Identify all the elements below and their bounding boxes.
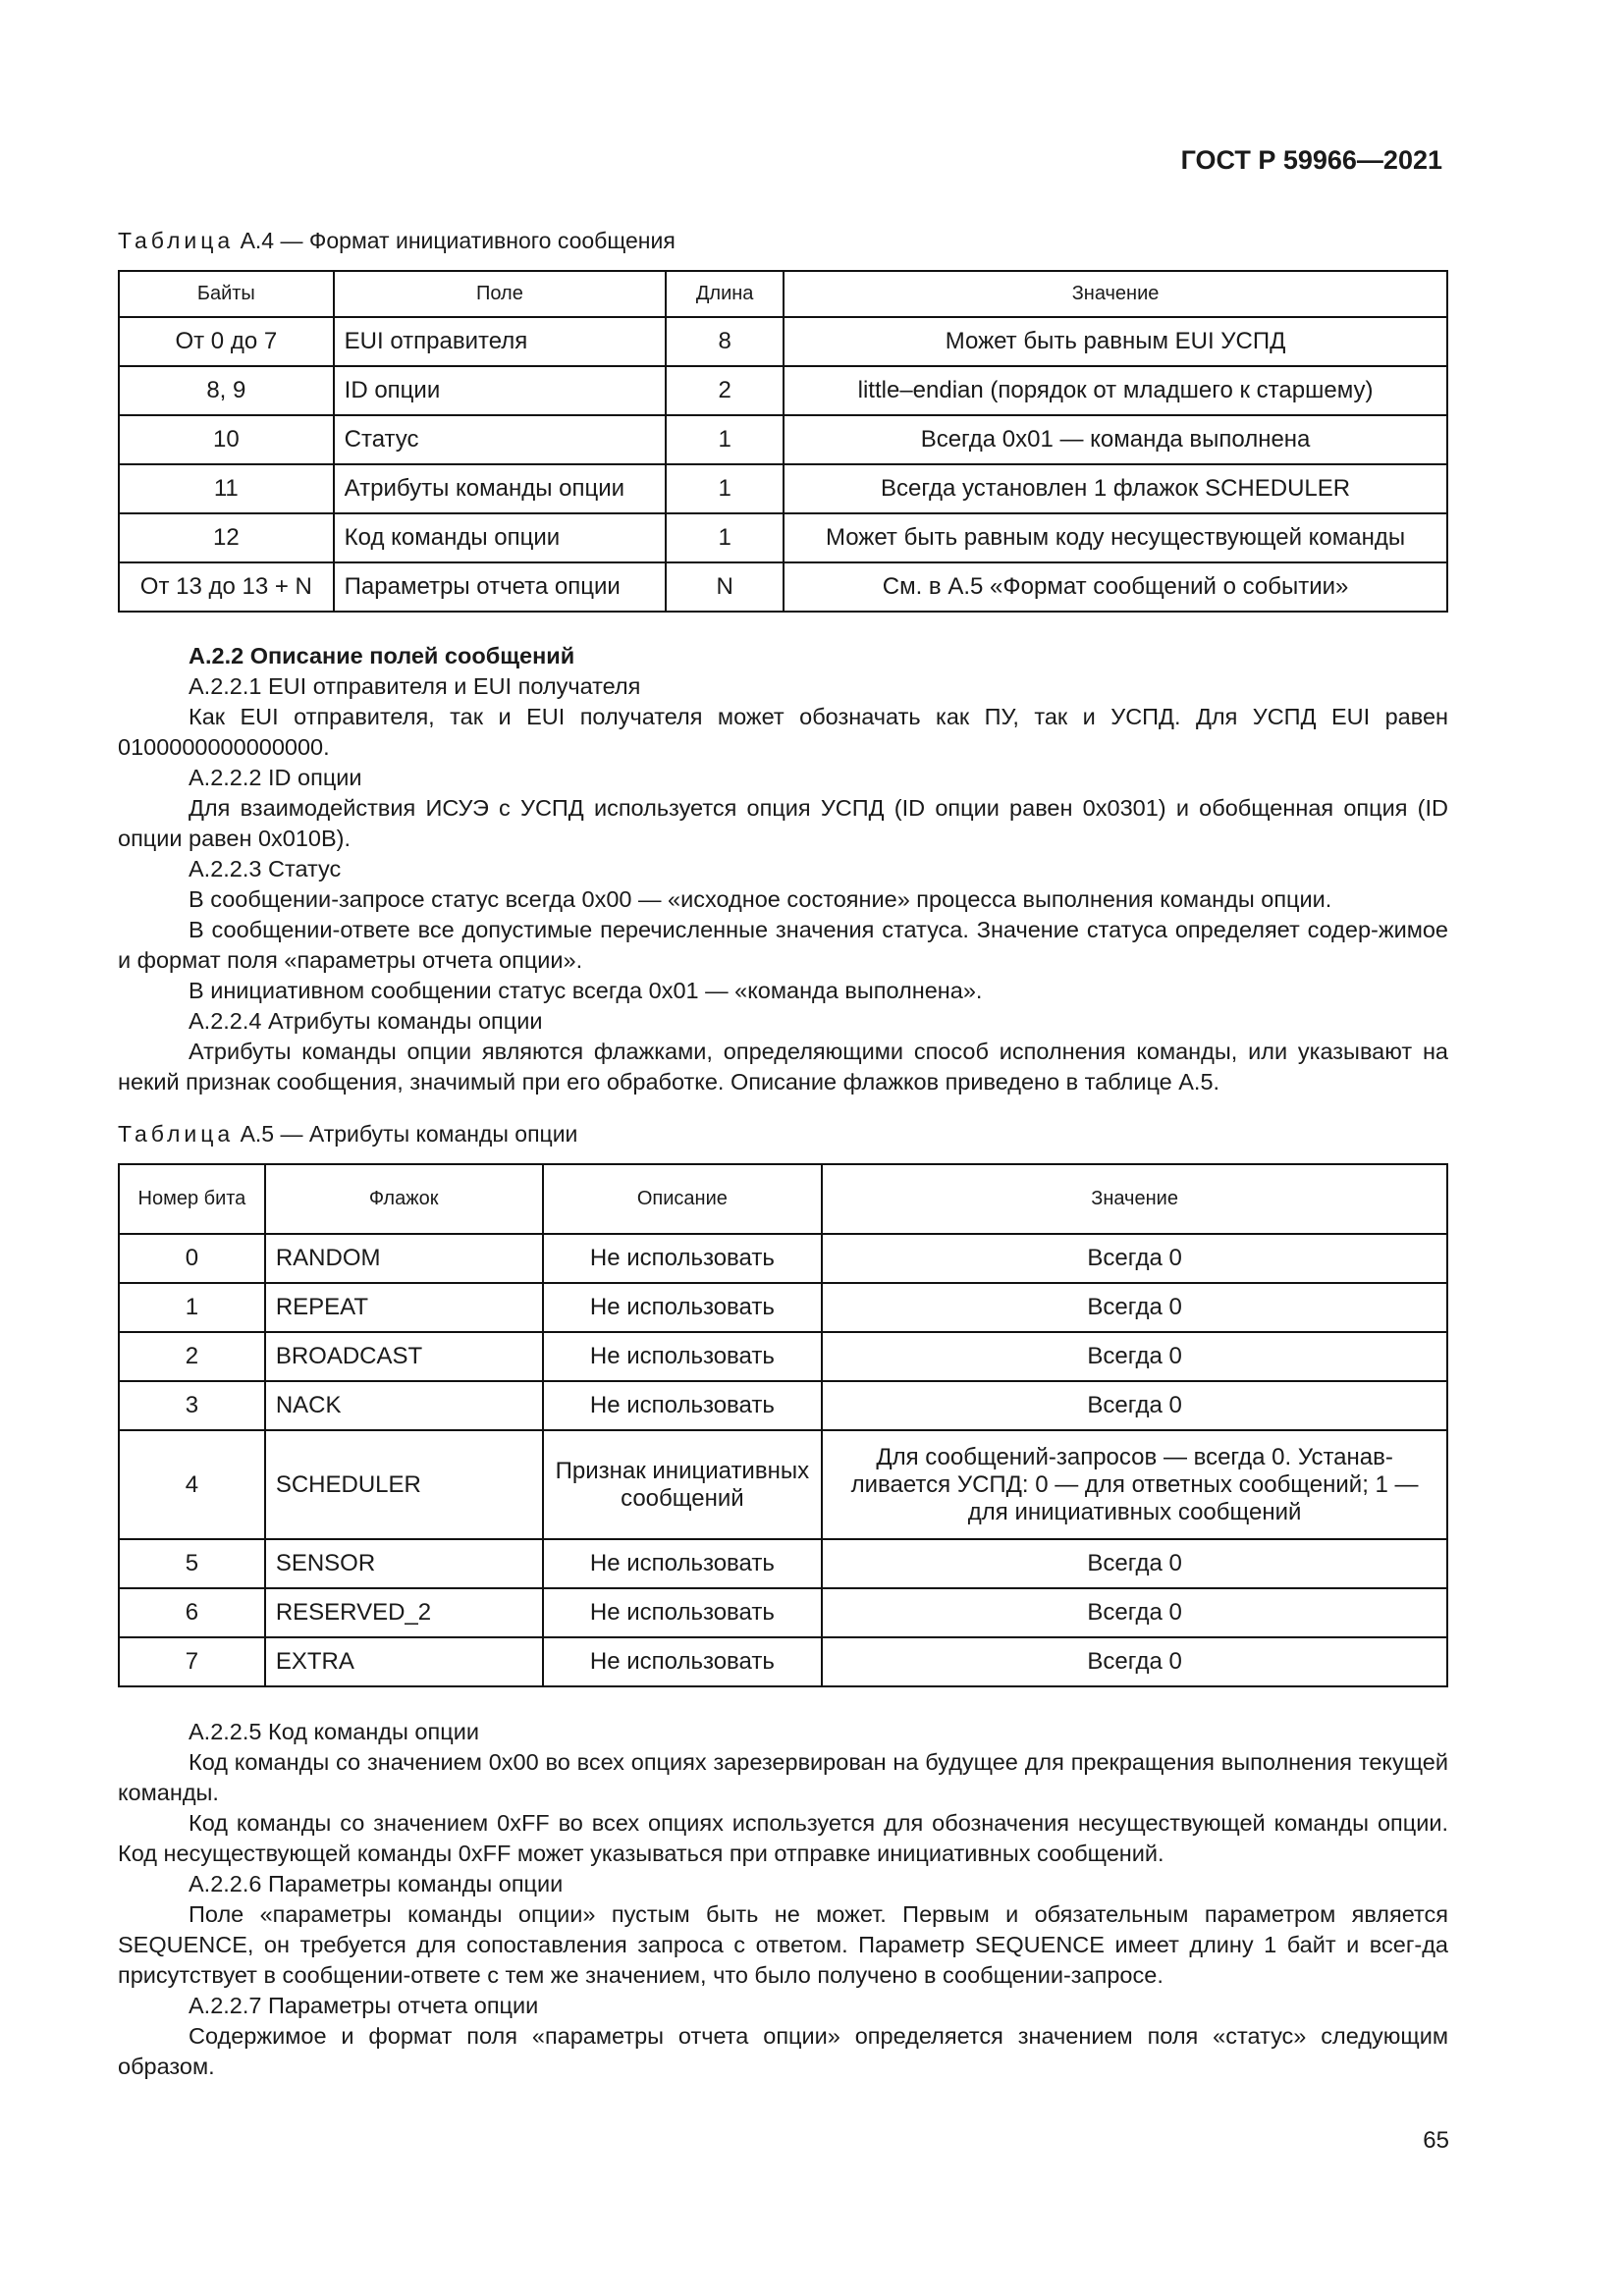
table-cell: Параметры отчета опции [334, 562, 667, 612]
paragraph: А.2.2.7 Параметры отчета опции [189, 1993, 539, 2018]
paragraph: В инициативном сообщении статус всегда 0х01 — «команда выполнена». [189, 978, 983, 1003]
paragraph: В сообщении-запросе статус всегда 0х00 — «исходное состояние» процесса выполнения команды опции. [189, 886, 1332, 912]
table-cell: Не использовать [543, 1234, 823, 1283]
table-cell: Всегда установлен 1 флажок SCHEDULER [784, 464, 1447, 513]
table-cell: N [666, 562, 784, 612]
table-cell: Не использовать [543, 1381, 823, 1430]
table-cell: 11 [119, 464, 334, 513]
table-row [119, 1430, 1447, 1539]
paragraph: А.2.2.6 Параметры команды опции [189, 1871, 564, 1896]
table-cell: RESERVED_2 [265, 1588, 543, 1637]
paragraph: А.2.2 Описание полей сообщений [189, 643, 575, 668]
section-a2-2-5-text [118, 1717, 1448, 2082]
paragraph: А.2.2.4 Атрибуты команды опции [189, 1008, 543, 1034]
table-row [119, 562, 1447, 612]
column-header: Длина [666, 271, 784, 317]
table-cell: 8, 9 [119, 366, 334, 415]
table-cell: Код команды опции [334, 513, 667, 562]
paragraph: А.2.2.5 Код команды опции [189, 1719, 479, 1744]
column-header: Значение [784, 271, 1447, 317]
table-cell: ID опции [334, 366, 667, 415]
table-row [119, 1381, 1447, 1430]
table-cell: 3 [119, 1381, 265, 1430]
table-cell: SENSOR [265, 1539, 543, 1588]
table-cell: RANDOM [265, 1234, 543, 1283]
table-cell: 10 [119, 415, 334, 464]
paragraph: В сообщении-ответе все допустимые перечисленные значения статуса. Значение статуса определяет содер-жимое и формат поля «параметры отчета опции». [118, 917, 1448, 973]
table-cell: little–endian (порядок от младшего к старшему) [784, 366, 1447, 415]
table-a5-header-row [119, 1164, 1447, 1234]
table-a4-caption [118, 228, 676, 254]
table-cell: 12 [119, 513, 334, 562]
table-cell: 8 [666, 317, 784, 366]
table-cell: Для сообщений-запросов — всегда 0. Устанав-ливается УСПД: 0 — для ответных сообщений; 1 — для инициативных сообщений [822, 1430, 1447, 1539]
table-a4-header-row [119, 271, 1447, 317]
table-cell: От 13 до 13 + N [119, 562, 334, 612]
table-cell: Всегда 0 [822, 1381, 1447, 1430]
table-a5-caption-word: Таблица [118, 1121, 235, 1147]
table-cell: Всегда 0 [822, 1637, 1447, 1686]
paragraph: А.2.2.2 ID опции [189, 765, 362, 790]
paragraph: Атрибуты команды опции являются флажками, определяющими способ исполнения команды, или указывают на некий признак сообщения, значимый при его обработке. Описание флажков приведено в таблице А.5. [118, 1039, 1448, 1095]
table-cell: SCHEDULER [265, 1430, 543, 1539]
table-cell: Не использовать [543, 1539, 823, 1588]
table-cell: Всегда 0 [822, 1332, 1447, 1381]
table-cell: 2 [666, 366, 784, 415]
table-row [119, 1637, 1447, 1686]
table-cell: Не использовать [543, 1332, 823, 1381]
column-header: Байты [119, 271, 334, 317]
paragraph: Код команды со значением 0х00 во всех опциях зарезервирован на будущее для прекращения выполнения текущей команды. [118, 1749, 1448, 1805]
table-cell: BROADCAST [265, 1332, 543, 1381]
table-row [119, 464, 1447, 513]
table-cell: 6 [119, 1588, 265, 1637]
table-row [119, 1588, 1447, 1637]
paragraph: Для взаимодействия ИСУЭ с УСПД используется опция УСПД (ID опции равен 0х0301) и обобщенная опция (ID опции равен 0х010В). [118, 795, 1448, 851]
paragraph: Код команды со значением 0хFF во всех опциях используется для обозначения несуществующей команды опции. Код несуществующей команды 0хFF может указываться при отправке инициативных сообщений. [118, 1810, 1448, 1866]
table-row [119, 317, 1447, 366]
table-a5-caption [118, 1121, 577, 1148]
table-cell: Всегда 0 [822, 1588, 1447, 1637]
table-a4-caption-title: А.4 — Формат инициативного сообщения [234, 228, 676, 253]
table-cell: 1 [666, 415, 784, 464]
table-cell: 2 [119, 1332, 265, 1381]
table-cell: 0 [119, 1234, 265, 1283]
table-row [119, 415, 1447, 464]
table-cell: 5 [119, 1539, 265, 1588]
table-row [119, 1234, 1447, 1283]
column-header: Флажок [265, 1164, 543, 1234]
table-cell: См. в А.5 «Формат сообщений о событии» [784, 562, 1447, 612]
column-header: Номер бита [119, 1164, 265, 1234]
table-cell: Атрибуты команды опции [334, 464, 667, 513]
table-row [119, 513, 1447, 562]
table-cell: 4 [119, 1430, 265, 1539]
table-cell: REPEAT [265, 1283, 543, 1332]
table-cell: 1 [666, 464, 784, 513]
table-cell: Всегда 0 [822, 1234, 1447, 1283]
table-cell: Всегда 0 [822, 1283, 1447, 1332]
table-cell: 7 [119, 1637, 265, 1686]
table-cell: Не использовать [543, 1637, 823, 1686]
table-a5-caption-title: А.5 — Атрибуты команды опции [234, 1121, 578, 1147]
column-header: Поле [334, 271, 667, 317]
page-number: 65 [1423, 2127, 1449, 2154]
column-header: Описание [543, 1164, 823, 1234]
section-a2-2-text [118, 641, 1448, 1097]
paragraph: А.2.2.1 EUI отправителя и EUI получателя [189, 673, 641, 699]
table-a4 [118, 270, 1448, 613]
column-header: Значение [822, 1164, 1447, 1234]
table-a5 [118, 1163, 1448, 1687]
document-header: ГОСТ Р 59966—2021 [1180, 145, 1442, 175]
table-cell: EXTRA [265, 1637, 543, 1686]
table-cell: Может быть равным EUI УСПД [784, 317, 1447, 366]
table-cell: NACK [265, 1381, 543, 1430]
table-cell: EUI отправителя [334, 317, 667, 366]
table-cell: Может быть равным коду несуществующей команды [784, 513, 1447, 562]
paragraph: Как EUI отправителя, так и EUI получателя может обозначать как ПУ, так и УСПД. Для УСПД EUI равен 0100000000000000. [118, 704, 1448, 760]
paragraph: Содержимое и формат поля «параметры отчета опции» определяется значением поля «статус» следующим образом. [118, 2023, 1448, 2079]
table-cell: Признак инициативных сообщений [543, 1430, 823, 1539]
table-row [119, 1283, 1447, 1332]
table-cell: Не использовать [543, 1588, 823, 1637]
table-cell: Не использовать [543, 1283, 823, 1332]
table-row [119, 366, 1447, 415]
table-a4-caption-word: Таблица [118, 228, 235, 253]
paragraph: А.2.2.3 Статус [189, 856, 342, 881]
table-cell: 1 [666, 513, 784, 562]
table-cell: Всегда 0х01 — команда выполнена [784, 415, 1447, 464]
table-cell: 1 [119, 1283, 265, 1332]
table-cell: От 0 до 7 [119, 317, 334, 366]
table-row [119, 1539, 1447, 1588]
table-row [119, 1332, 1447, 1381]
paragraph: Поле «параметры команды опции» пустым быть не может. Первым и обязательным параметром является SEQUENCE, он требуется для сопоставления запроса с ответом. Параметр SEQUENCE имеет длину 1 байт и всег-да присутствует в сообщении-ответе с тем же значением, что было получено в сообщении-запросе. [118, 1901, 1448, 1988]
table-cell: Статус [334, 415, 667, 464]
table-cell: Всегда 0 [822, 1539, 1447, 1588]
